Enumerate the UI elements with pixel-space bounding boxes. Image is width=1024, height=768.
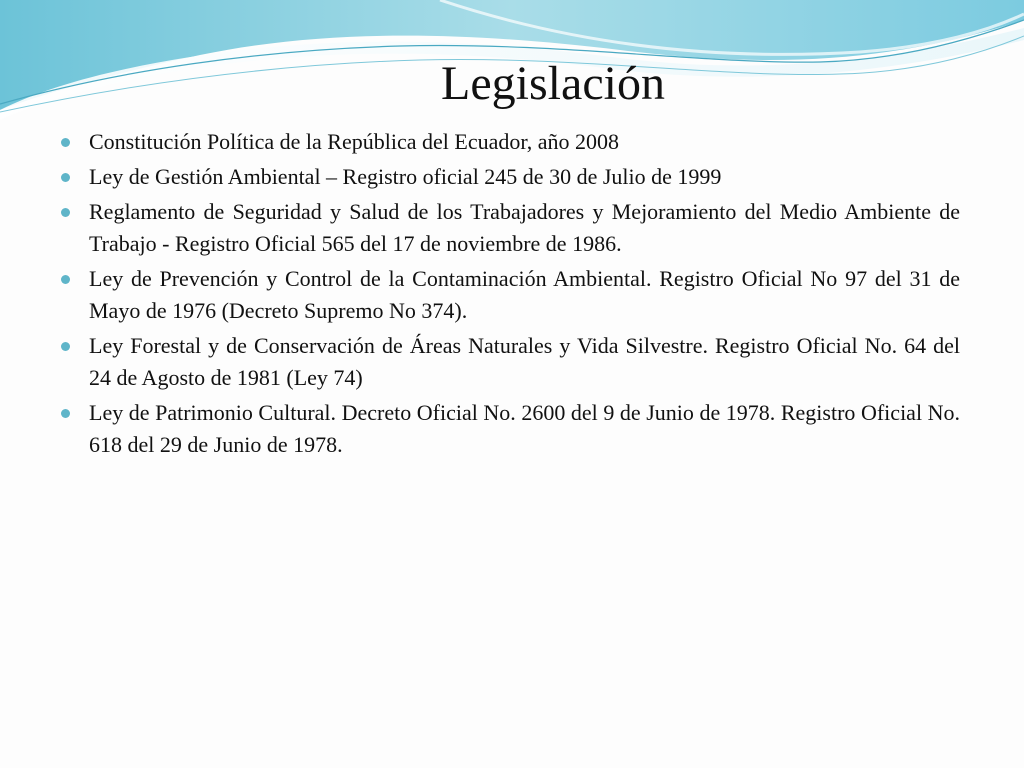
bullet-text: Reglamento de Seguridad y Salud de los Trabajadores y Mejoramiento del Medio Ambiente de Trabajo - Registro Oficial 565 del 17 de noviembre de 1986. [89, 199, 960, 256]
bullet-item [60, 196, 960, 260]
bullet-text: Constitución Política de la República del Ecuador, año 2008 [89, 129, 620, 154]
bullet-text: Ley Forestal y de Conservación de Áreas Naturales y Vida Silvestre. Registro Oficial No. 64 del 24 de Agosto de 1981 (Ley 74) [89, 333, 960, 390]
bullet-text: Ley de Gestión Ambiental – Registro oficial 245 de 30 de Julio de 1999 [89, 164, 722, 189]
bullet-item [60, 330, 960, 394]
bullet-item [60, 263, 960, 327]
bullet-dot-icon [61, 342, 70, 351]
bullet-dot-icon [61, 409, 70, 418]
bullet-item [60, 126, 960, 158]
bullet-text: Ley de Prevención y Control de la Contaminación Ambiental. Registro Oficial No 97 del 31 de Mayo de 1976 (Decreto Supremo No 374). [89, 266, 960, 323]
bullet-text: Ley de Patrimonio Cultural. Decreto Oficial No. 2600 del 9 de Junio de 1978. Registro Oficial No. 618 del 29 de Junio de 1978. [89, 400, 960, 457]
bullet-item [60, 397, 960, 461]
bullet-list [60, 126, 960, 464]
bullet-dot-icon [61, 173, 70, 182]
bullet-dot-icon [61, 275, 70, 284]
bullet-item [60, 161, 960, 193]
slide-title: Legislación [441, 57, 665, 110]
bullet-dot-icon [61, 138, 70, 147]
bullet-dot-icon [61, 208, 70, 217]
